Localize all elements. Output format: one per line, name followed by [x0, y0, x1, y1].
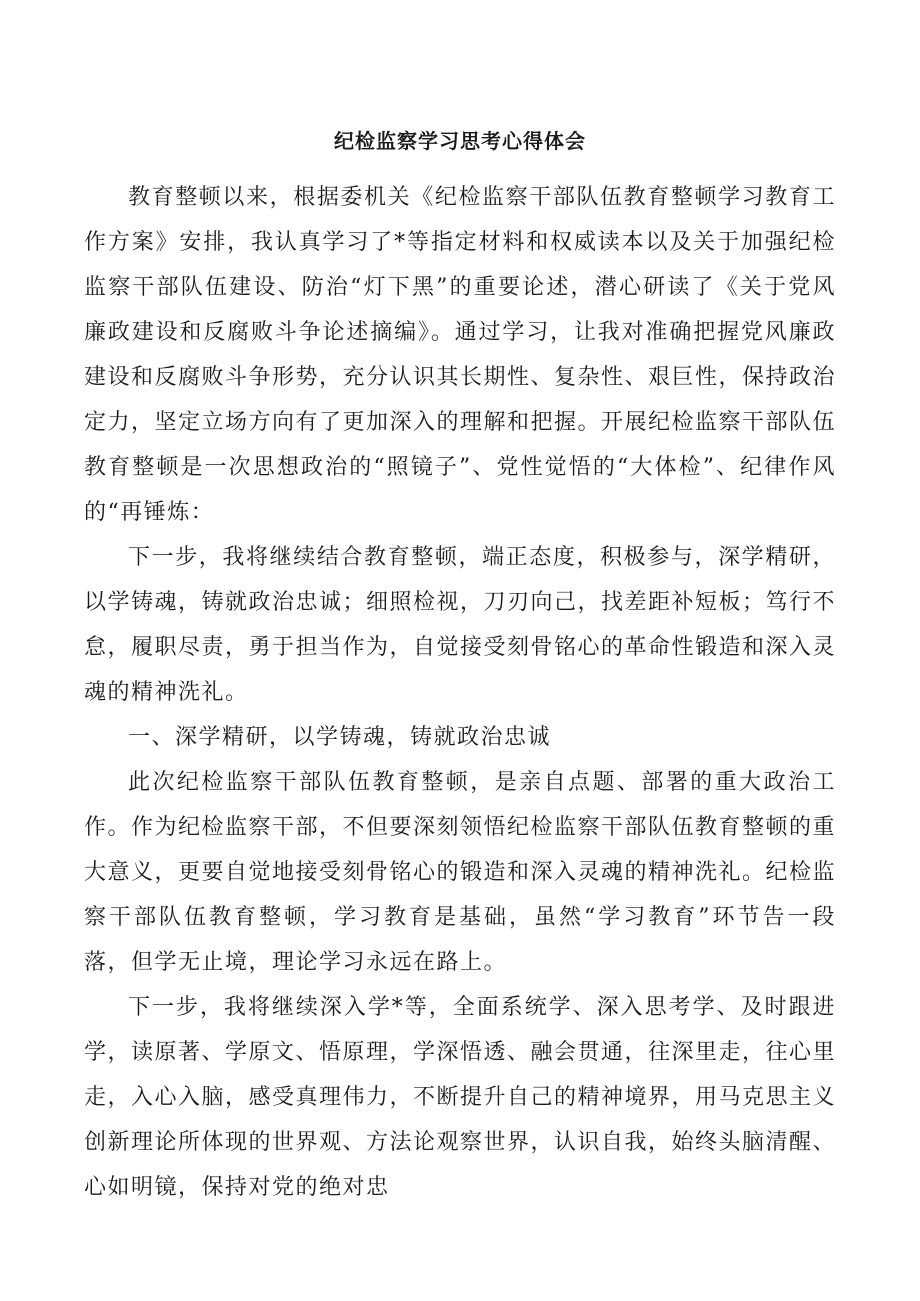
paragraph-section-1-body: 此次纪检监察干部队伍教育整顿，是亲自点题、部署的重大政治工作。作为纪检监察干部，不但要深刻领悟纪检监察干部队伍教育整顿的重大意义，更要自觉地接受刻骨铭心的锻造和深入灵魂的精神洗礼。纪检监察干部队伍教育整顿，学习教育是基础，虽然“学习教育”环节告一段落，但学无止境，理论学习永远在路上。	[84, 770, 837, 975]
document-title: 纪检监察学习思考心得体会	[334, 129, 586, 153]
paragraph-next-step-1: 下一步，我将继续结合教育整顿，端正态度，积极参与，深学精研，以学铸魂，铸就政治忠诚；细照检视，刀刃向己，找差距补短板；笃行不怠，履职尽责，勇于担当作为，自觉接受刻骨铭心的革命性锻造和深入灵魂的精神洗礼。	[84, 545, 837, 705]
paragraph-next-step-2: 下一步，我将继续深入学*等，全面系统学、深入思考学、及时跟进学，读原著、学原文、悟原理，学深悟透、融会贯通，往深里走，往心里走，入心入脑，感受真理伟力，不断提升自己的精神境界，用马克思主义创新理论所体现的世界观、方法论观察世界，认识自我，始终头脑清醒、心如明镜，保持对党的绝对忠	[84, 995, 837, 1200]
section-heading-1: 一、深学精研，以学铸魂，铸就政治忠诚	[128, 725, 552, 750]
document-body	[84, 175, 836, 1210]
paragraph-intro: 教育整顿以来，根据委机关《纪检监察干部队伍教育整顿学习教育工作方案》安排，我认真学习了*等指定材料和权威读本以及关于加强纪检监察干部队伍建设、防治“灯下黑”的重要论述，潜心研读了《关于党风廉政建设和反腐败斗争论述摘编》。通过学习，让我对准确把握党风廉政建设和反腐败斗争形势，充分认识其长期性、复杂性、艰巨性，保持政治定力，坚定立场方向有了更加深入的理解和把握。开展纪检监察干部队伍教育整顿是一次思想政治的“照镜子”、党性觉悟的“大体检”、纪律作风的“再锤炼：	[84, 185, 837, 525]
